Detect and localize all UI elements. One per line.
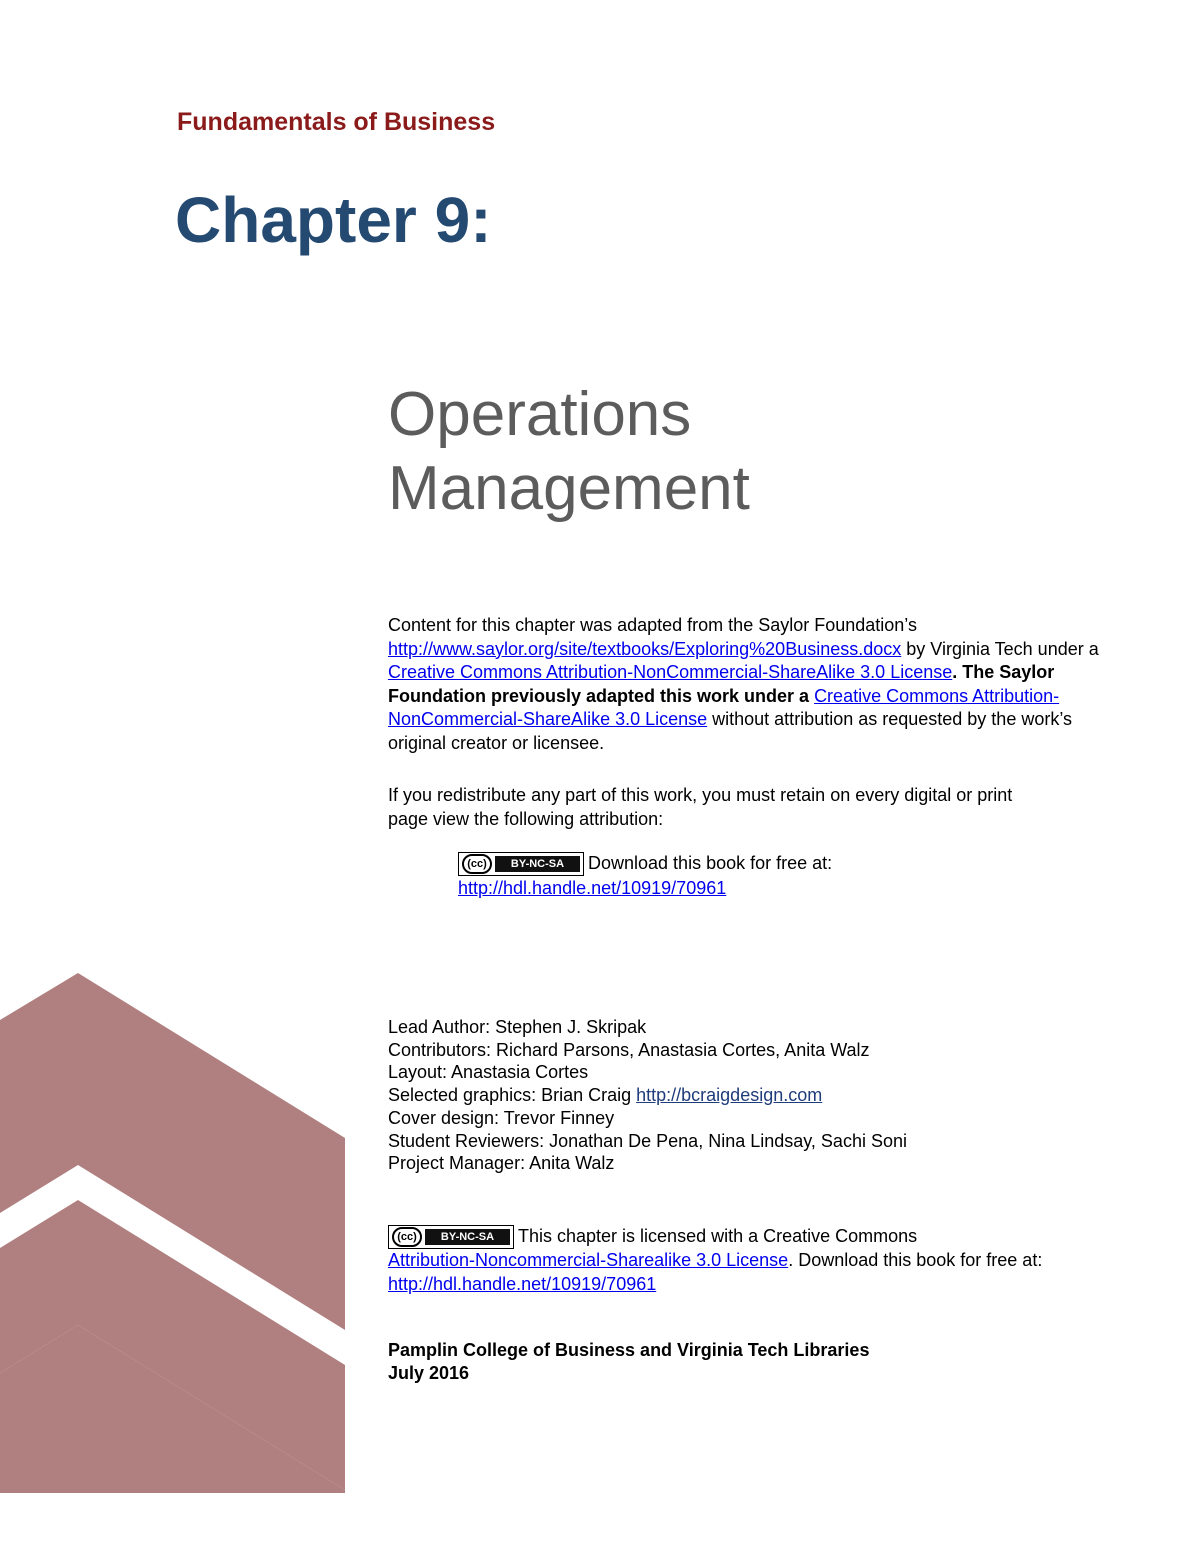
- credit-graphics-label: Selected graphics: Brian Craig: [388, 1085, 637, 1106]
- download-link[interactable]: http://hdl.handle.net/10919/70961: [458, 878, 727, 899]
- download-text: Download this book for free at:: [588, 853, 833, 873]
- chapter-title: [388, 378, 750, 526]
- chapter-title-line-2: Management: [388, 454, 750, 523]
- cc-icon-2: (cc): [392, 1227, 422, 1247]
- chapter-heading: Chapter 9:: [175, 184, 492, 256]
- publisher-footer: [388, 1339, 869, 1385]
- credit-manager: Project Manager: Anita Walz: [388, 1153, 615, 1174]
- cc-license-badge-2: [388, 1225, 514, 1249]
- publication-date: July 2016: [388, 1363, 470, 1383]
- chapter-title-line-1: Operations: [388, 380, 692, 449]
- attribution-after-license: . The Saylor Foundation previously adapted this work under a: [388, 662, 1055, 706]
- credits-list: [388, 1016, 907, 1175]
- credit-lead-author: Lead Author: Stephen J. Skripak: [388, 1017, 647, 1037]
- cc-badge-label: BY-NC-SA: [495, 856, 580, 872]
- bcraig-link[interactable]: http://bcraigdesign.com: [636, 1085, 823, 1106]
- attribution-closing: without attribution as requested by the work’s original creator or licensee.: [388, 709, 1073, 753]
- cc-icon: (cc): [462, 854, 492, 874]
- publisher-name: Pamplin College of Business and Virginia Tech Libraries: [388, 1340, 870, 1360]
- redistribution-paragraph: If you redistribute any part of this work, you must retain on every digital or print page view the following attribution:: [388, 785, 1013, 829]
- attribution-after-url: by Virginia Tech under a: [901, 638, 1099, 659]
- download-link-2[interactable]: http://hdl.handle.net/10919/70961: [388, 1273, 657, 1294]
- cc-badge-label-2: BY-NC-SA: [425, 1229, 510, 1245]
- attribution-paragraph: [388, 614, 1108, 755]
- cc-license-badge: [458, 852, 584, 876]
- credit-reviewers: Student Reviewers: Jonathan De Pena, Nina Lindsay, Sachi Soni: [388, 1130, 907, 1151]
- attribution-intro: Content for this chapter was adapted from the Saylor Foundation’s: [388, 615, 917, 635]
- credit-layout: Layout: Anastasia Cortes: [388, 1062, 589, 1083]
- credit-contributors: Contributors: Richard Parsons, Anastasia Cortes, Anita Walz: [388, 1039, 870, 1060]
- credit-graphics: [388, 1084, 907, 1107]
- license-paragraph: [388, 1225, 1058, 1296]
- license-link[interactable]: Creative Commons Attribution-NonCommercial-ShareAlike 3.0 License: [388, 662, 953, 682]
- license-text: This chapter is licensed with a Creative Commons: [518, 1226, 918, 1246]
- download-attribution: [458, 851, 832, 901]
- license-link-2[interactable]: Creative Commons Attribution-NonCommercial-ShareAlike 3.0 License: [388, 685, 1060, 729]
- saylor-link[interactable]: http://www.saylor.org/site/textbooks/Exploring%20Business.docx: [388, 638, 902, 659]
- license-link-3[interactable]: Attribution-Noncommercial-Sharealike 3.0 License: [388, 1250, 789, 1271]
- license-after-link: . Download this book for free at:: [788, 1250, 1043, 1271]
- credit-cover: Cover design: Trevor Finney: [388, 1107, 615, 1128]
- series-title: Fundamentals of Business: [177, 108, 496, 136]
